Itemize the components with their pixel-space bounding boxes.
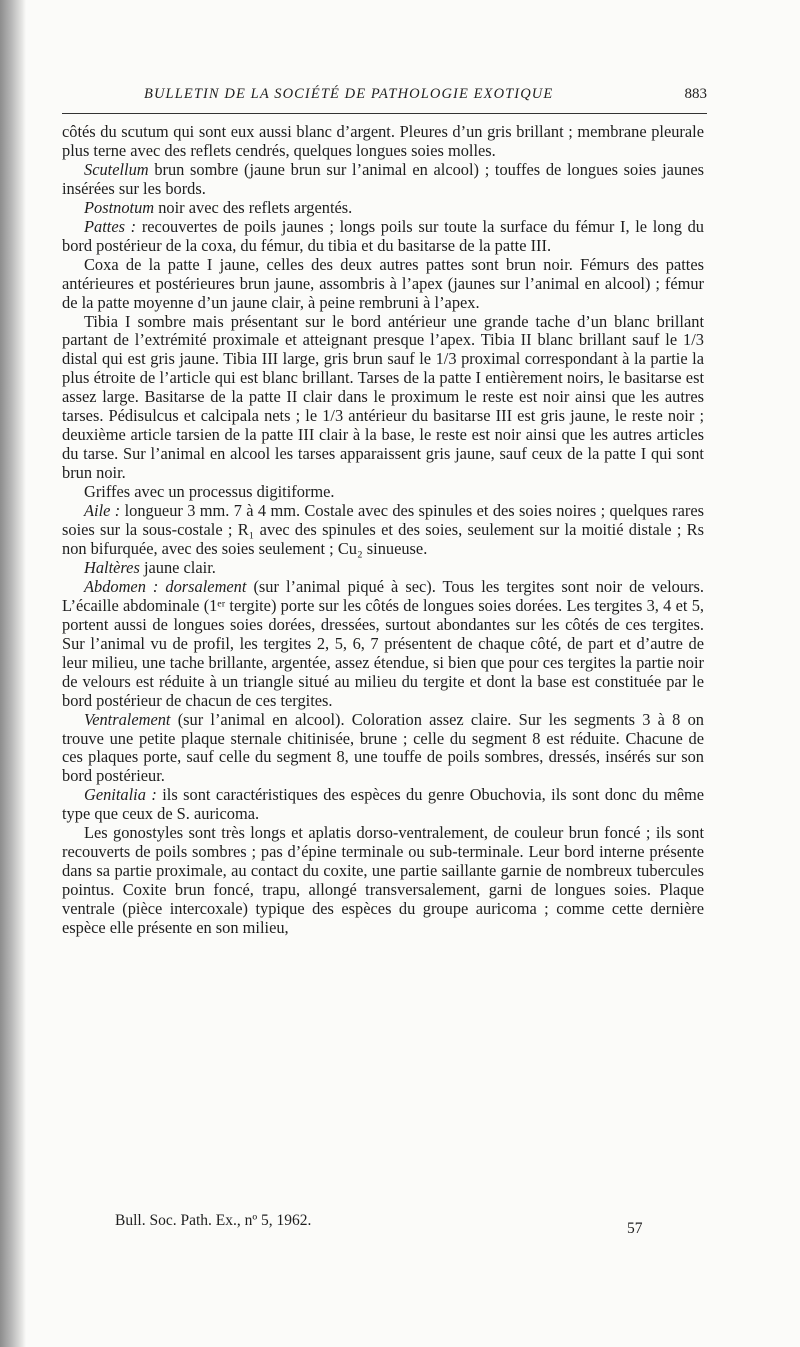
paragraph	[62, 218, 704, 256]
paragraph	[62, 786, 704, 824]
section-label: Haltères	[84, 557, 140, 577]
page-number: 883	[684, 86, 707, 102]
paragraph-text: côtés du scutum qui sont eux aussi blanc d’argent. Pleures d’un gris brillant ; membrane pleurale plus terne avec des reflets cendrés, quelques longues soies molles.	[62, 122, 704, 160]
paragraph	[62, 161, 704, 199]
paragraph-text: ils sont caractéristiques des espèces du genre Obuchovia, ils sont donc du même type que ceux de S. auricoma.	[62, 785, 704, 824]
page-header	[62, 86, 707, 110]
paragraph-text: Les gonostyles sont très longs et aplatis dorso-ventralement, de couleur brun foncé ; ils sont recouverts de poils sombres ; pas d’épine terminale ou sub-terminale. Leur bord interne présente dans sa partie proximale, au contact du coxite, une partie saillante garnie de nombreux tubercules pointus. Coxite brun foncé, trapu, allongé transversalement, garni de longues soies. Plaque ventrale (pièce intercoxale) typique des espèces du groupe auricoma ; comme cette dernière espèce elle présente en son milieu,	[62, 823, 704, 938]
paragraph	[62, 824, 704, 938]
footer-citation: Bull. Soc. Path. Ex., nº 5, 1962.	[115, 1212, 312, 1229]
paragraph	[62, 256, 704, 313]
signature-number: 57	[627, 1220, 643, 1237]
paragraph-text: brun sombre (jaune brun sur l’animal en alcool) ; touffes de longues soies jaunes insérées sur les bords.	[62, 159, 704, 198]
body-text	[62, 123, 704, 938]
paragraph-text: longueur 3 mm. 7 à 4 mm. Costale avec des spinules et des soies noires ; quelques rares soies sur la sous-costale ; R₁ avec des spinules et des soies, seulement sur la moitié distale ; Rs non bifurquée, avec des soies seulement ; Cu₂ sinueuse.	[62, 501, 704, 558]
section-label: Aile :	[84, 501, 121, 521]
paragraph	[62, 313, 704, 484]
paragraph-text: Griffes avec un processus digitiforme.	[84, 482, 335, 502]
running-head: BULLETIN DE LA SOCIÉTÉ DE PATHOLOGIE EXOTIQUE	[144, 86, 554, 102]
section-label: Abdomen : dorsalement	[84, 576, 247, 596]
paragraph-text: (sur l’animal en alcool). Coloration assez claire. Sur les segments 3 à 8 on trouve une petite plaque sternale chitinisée, brune ; celle du segment 8 est réduite. Chacune de ces plaques porte, sauf celle du segment 8, une touffe de poils sombres, dressés, insérés sur son bord postérieur.	[62, 709, 704, 786]
section-label: Genitalia :	[84, 785, 157, 805]
header-rule	[62, 113, 707, 114]
paragraph-text: (sur l’animal piqué à sec). Tous les tergites sont noir de velours. L’écaille abdominale (1ᵉʳ tergite) porte sur les côtés de longues soies dorées. Les tergites 3, 4 et 5, portent aussi de longues soies dorées, dressées, surtout abondantes sur les côtés de ces tergites. Sur l’animal vu de profil, les tergites 2, 5, 6, 7 présentent de chaque côté, de part et d’autre de leur milieu, une tache brillante, argentée, assez étendue, si bien que pour ces tergites la partie noir de velours est réduite à un triangle situé au milieu du tergite et dont la base est constituée par le bord postérieur de chacun de ces tergites.	[62, 576, 704, 710]
page-footer	[115, 1212, 645, 1236]
section-label: Scutellum	[84, 159, 149, 179]
paragraph-text: noir avec des reflets argentés.	[154, 197, 353, 217]
paragraph-text: jaune clair.	[139, 557, 216, 577]
paragraph	[62, 711, 704, 787]
paragraph	[62, 502, 704, 559]
section-label: Postnotum	[84, 197, 155, 217]
paragraph	[62, 483, 704, 502]
paragraph	[62, 123, 704, 161]
page-gutter-shadow	[0, 0, 26, 1347]
section-label: Ventralement	[84, 709, 171, 729]
paragraph	[62, 199, 704, 218]
section-label: Pattes :	[84, 216, 137, 236]
paragraph	[62, 559, 704, 578]
paragraph-text: Tibia I sombre mais présentant sur le bord antérieur une grande tache d’un blanc brillant partant de l’extrémité proximale et atteignant presque l’apex. Tibia II blanc brillant sauf le 1/3 distal qui est gris jaune. Tibia III large, gris brun sauf le 1/3 proximal correspondant à la partie la plus étroite de l’article qui est blanc brillant. Tarses de la patte I entièrement noirs, le basitarse est assez large. Basitarse de la patte II clair dans le proximum le reste est noir ainsi que les autres tarses. Pédisulcus et calcipala nets ; le 1/3 antérieur du basitarse III est gris jaune, le reste noir ; deuxième article tarsien de la patte III clair à la base, le reste est noir ainsi que les autres articles du tarse. Sur l’animal en alcool les tarses apparaissent gris jaune, sauf ceux de la patte I qui sont brun noir.	[62, 311, 704, 483]
paragraph-text: recouvertes de poils jaunes ; longs poils sur toute la surface du fémur I, le long du bord postérieur de la coxa, du fémur, du tibia et du basitarse de la patte III.	[62, 216, 704, 255]
paragraph-text: Coxa de la patte I jaune, celles des deux autres pattes sont brun noir. Fémurs des pattes antérieures et postérieures brun jaune, assombris à l’apex (jaunes sur l’animal en alcool) ; fémur de la patte moyenne d’un jaune clair, à peine rembruni à l’apex.	[62, 254, 704, 312]
paragraph	[62, 578, 704, 711]
